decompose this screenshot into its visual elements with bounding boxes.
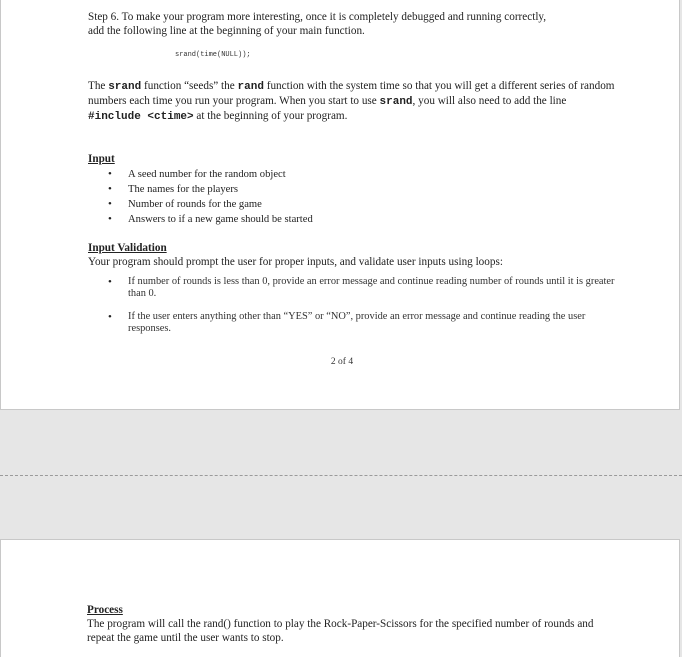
process-text: The program will call the rand() function to play the Rock-Paper-Scissors for the specified number of rounds and repeat the game until the user wants to stop. — [87, 617, 594, 644]
input-validation-list — [88, 276, 618, 336]
input-list-item: • Answers to if a new game should be started — [88, 212, 618, 227]
input-validation-intro: Your program should prompt the user for proper inputs, and validate user inputs using loops: — [88, 255, 503, 268]
input-list — [88, 167, 618, 227]
srand-code-1: srand — [108, 81, 142, 93]
step-6-paragraph — [88, 11, 618, 39]
process-section — [87, 604, 617, 645]
step-6-line-1: Step 6. To make your program more interesting, once it is completely debugged and running correctly, — [88, 11, 547, 23]
input-heading: Input — [88, 153, 115, 165]
input-list-item: • A seed number for the random object — [88, 167, 618, 182]
input-list-item: • Number of rounds for the game — [88, 197, 618, 212]
input-validation-section — [88, 242, 618, 346]
input-validation-heading: Input Validation — [88, 242, 167, 254]
include-ctime-code: #include <ctime> — [88, 110, 194, 123]
validation-list-item: • If number of rounds is less than 0, provide an error message and continue reading number of rounds until it is greater than 0. — [88, 276, 618, 301]
srand-text-4: , you will also need to add the line — [412, 94, 567, 107]
validation-list-item: • If the user enters anything other than “YES” or “NO”, provide an error message and continue reading the user responses. — [88, 311, 618, 336]
page-break-divider — [0, 475, 682, 476]
step-6-line-2: add the following line at the beginning of your main function. — [88, 24, 365, 37]
rand-code: rand — [237, 81, 264, 93]
srand-text-2: function “seeds” the — [141, 80, 238, 92]
srand-text-1: The — [88, 80, 109, 92]
srand-explanation-paragraph — [88, 80, 618, 124]
srand-text-3: function with the system time so that you will get a different series of random numbers each time you run your program. When you start to use — [88, 80, 615, 107]
page-number: 2 of 4 — [330, 357, 354, 367]
input-list-item: • The names for the players — [88, 182, 618, 197]
input-section — [88, 153, 618, 227]
srand-code-2: srand — [379, 95, 413, 108]
srand-code-snippet: srand(time(NULL)); — [175, 51, 251, 59]
srand-text-5: at the beginning of your program. — [193, 109, 348, 122]
process-heading: Process — [87, 604, 123, 616]
